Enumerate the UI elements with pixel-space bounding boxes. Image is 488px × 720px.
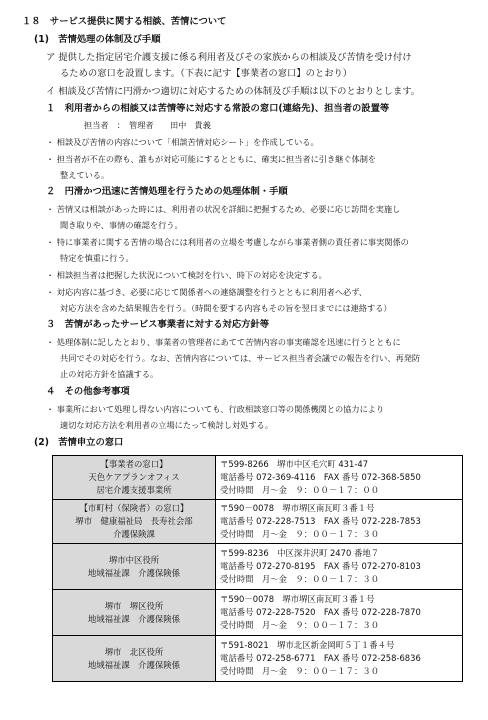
org-line: 介護保険課 <box>113 529 155 539</box>
org-line: 居宅介護支援事業所 <box>96 485 172 495</box>
bullet-line: 聞き取りや、事情の確認を行う。 <box>60 220 183 230</box>
contact-org-cell <box>53 544 216 590</box>
staff-line: 担当者 ： 管理者 田中 貴義 <box>84 120 211 130</box>
org-line: 堺市中区役所 <box>108 554 160 565</box>
address-line: 〒599-8266 堺市中区毛穴町 431-47 <box>220 459 369 469</box>
bullet-line: ・ 担当者が不在の際も、誰もが対応可能にするとともに、確実に担当者に引き継ぐ体制を <box>46 154 377 164</box>
phone-line: 電話番号 072-258-6771 FAX 番号 072-258-6836 <box>220 653 421 663</box>
contact-org-cell <box>53 500 216 544</box>
paragraph-line: イ 相談及び苦情に円滑かつ適切に対応するための体制及び手順は以下のとおりとします。 <box>46 86 421 97</box>
contact-org-cell <box>53 636 216 682</box>
contact-info-cell <box>216 590 463 636</box>
heading-4: ４ その他参考事項 <box>46 386 130 397</box>
contact-org-cell <box>53 456 216 500</box>
address-line: 〒591-8021 堺市北区新金岡町５丁１番４号 <box>220 640 395 650</box>
hours-line: 受付時間 月～金 ９：００－１７：３０ <box>220 529 380 539</box>
phone-line: 電話番号 072-228-7520 FAX 番号 072-228-7870 <box>220 607 421 617</box>
bullet-line: ・ 対応内容に基づき、必要に応じて関係者への連絡調整を行うとともに利用者へ必ず、 <box>46 287 367 297</box>
subsection-heading: (2) 苦情申立の窓口 <box>34 437 124 448</box>
table-row <box>53 500 463 544</box>
contact-org-cell <box>53 590 216 636</box>
phone-line: 電話番号 072-228-7513 FAX 番号 072-228-7853 <box>220 516 421 526</box>
org-line: 地域福祉課 介護保険係 <box>87 567 181 578</box>
paragraph-line: るための窓口を設置します。（下表に記す【事業者の窓口】のとおり） <box>60 68 353 79</box>
bullet-line: 共同でその対応を行う。なお、苦情内容については、サービス担当者会議での報告を行い、再発防 <box>60 353 421 363</box>
bullet-line: 対応方法を含めた結果報告を行う。（時間を要する内容もその旨を翌日までには連絡する） <box>60 303 392 313</box>
org-line: 天色ケアプランオフィス <box>88 472 180 482</box>
bullet-line: ・ 相談及び苦情の内容について「相談苦情対応シート」を作成している。 <box>46 137 319 147</box>
heading-2: ２ 円滑かつ迅速に苦情処理を行うための処理体制・手順 <box>46 186 288 197</box>
heading-3: ３ 苦情があったサービス事業者に対する対応方針等 <box>46 319 270 330</box>
contact-info-cell <box>216 636 463 682</box>
contact-info-cell <box>216 544 463 590</box>
table-row <box>53 456 463 500</box>
bullet-line: ・ 苦情又は相談があった時には、利用者の状況を詳細に把握するため、必要に応じ訪問を実施し <box>46 204 401 214</box>
org-line: 【事業者の窓口】 <box>100 459 168 469</box>
address-line: 〒590－0078 堺市堺区南瓦町３番１号 <box>220 594 375 604</box>
bullet-line: ・ 処理体制に記したとおり、事業者の管理者にあてて苦情内容の事実確認を迅速に行うとともに <box>46 337 401 347</box>
hours-line: 受付時間 月～金 ９：００－１７：３０ <box>220 666 380 676</box>
hours-line: 受付時間 月～金 ９：００－１７：００ <box>220 485 380 495</box>
bullet-line: 整えている。 <box>60 170 110 180</box>
phone-line: 電話番号 072-369-4116 FAX 番号 072-368-5850 <box>220 472 421 482</box>
address-line: 〒599-8236 中区深井沢町 2470 番地７ <box>220 548 380 558</box>
bullet-line: ・ 特に事業者に関する苦情の場合には利用者の立場を考慮しながら事業者側の責任者に事実関係の <box>46 237 409 247</box>
hours-line: 受付時間 月～金 ９：００－１７：３０ <box>220 574 380 584</box>
table-row <box>53 590 463 636</box>
bullet-line: 適切な対応方法を利用者の立場にたって検討し対処する。 <box>60 420 273 430</box>
subsection-heading: (1) 苦情処理の体制及び手順 <box>34 34 161 45</box>
org-line: 地域福祉課 介護保険係 <box>87 659 181 670</box>
org-line: 【市町村（保険者）の窓口】 <box>79 503 189 513</box>
hours-line: 受付時間 月～金 ９：００－１７：３０ <box>220 620 380 630</box>
bullet-line: 特定を慎重に行う。 <box>60 253 134 263</box>
contact-info-cell <box>216 456 463 500</box>
bullet-line: ・ 事業所において処理し得ない内容についても、行政相談窓口等の関係機関との協力により <box>46 404 385 414</box>
section-title: １８ サービス提供に関する相談、苦情について <box>22 16 227 27</box>
address-line: 〒590－0078 堺市堺区南瓦町３番１号 <box>220 503 375 513</box>
bullet-line: 止の対応方針を協議する。 <box>60 369 159 379</box>
org-line: 地域福祉課 介護保険係 <box>87 613 181 624</box>
org-line: 堺市 北区役所 <box>104 646 164 657</box>
paragraph-line: ア 提供した指定居宅介護支援に係る利用者及びその家族からの相談及び苦情を受け付け <box>46 52 412 63</box>
complaint-contact-table <box>52 455 463 682</box>
org-line: 堺市 堺区役所 <box>104 600 164 611</box>
table-row <box>53 636 463 682</box>
phone-line: 電話番号 072-270-8195 FAX 番号 072-270-8103 <box>220 561 421 571</box>
table-row <box>53 544 463 590</box>
heading-1: １ 利用者からの相談又は苦情等に対応する常設の窓口(連絡先)、担当者の設置等 <box>46 103 390 114</box>
org-line: 堺市 健康福祉局 長寿社会部 <box>75 516 193 526</box>
bullet-line: ・ 相談担当者は把握した状況について検討を行い、時下の対応を決定する。 <box>46 270 327 280</box>
contact-info-cell <box>216 500 463 544</box>
